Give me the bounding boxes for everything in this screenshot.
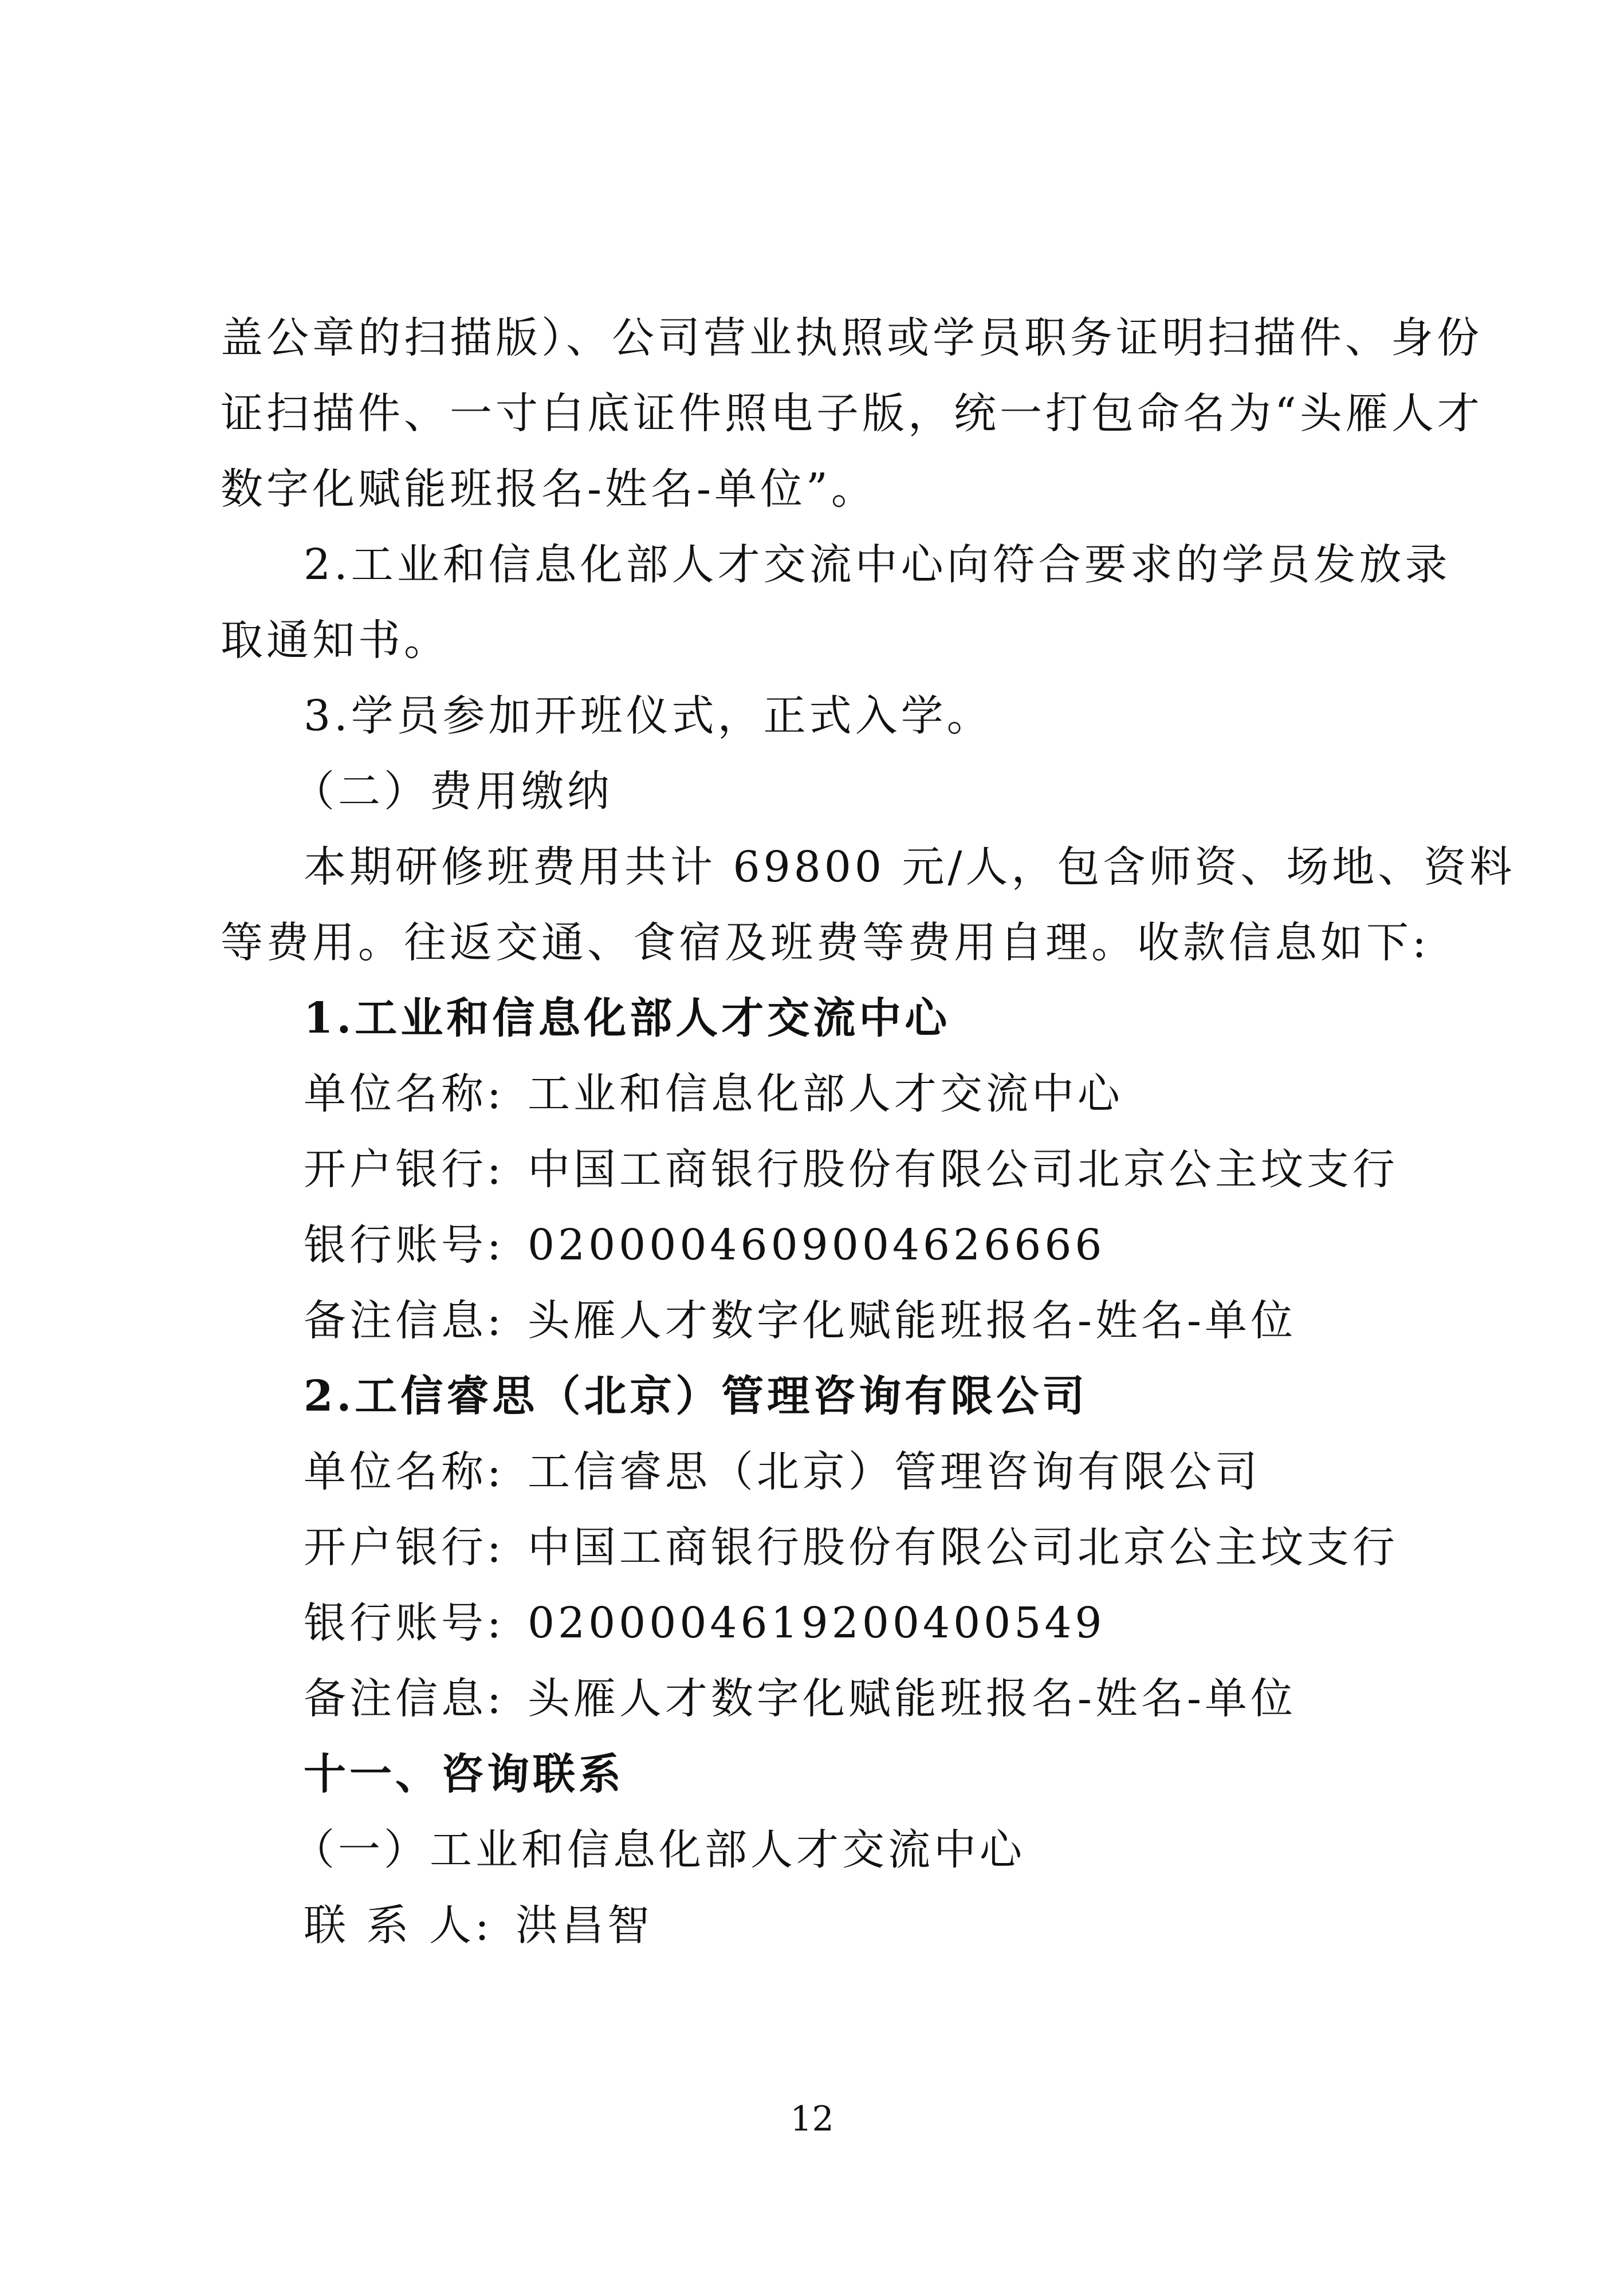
- contact-person-row: [304, 1897, 1495, 1954]
- payee2-bank-row: [304, 1519, 1495, 1576]
- bank-value: 中国工商银行股份有限公司北京公主坟支行: [527, 1523, 1398, 1572]
- account-label: 银行账号:: [304, 1598, 505, 1648]
- payee2-note-row: [304, 1670, 1495, 1727]
- payee2-heading: 2.工信睿思（北京）管理咨询有限公司: [304, 1372, 1088, 1421]
- paragraph-line: 2.工业和信息化部人才交流中心向符合要求的学员发放录: [304, 540, 1451, 589]
- unit-label: 单位名称:: [304, 1069, 505, 1119]
- unit-value: 工信睿思（北京）管理咨询有限公司: [527, 1447, 1261, 1496]
- paragraph-line: 盖公章的扫描版）、公司营业执照或学员职务证明扫描件、身份: [221, 313, 1483, 363]
- account-label: 银行账号:: [304, 1220, 505, 1270]
- note-label: 备注信息:: [304, 1674, 505, 1723]
- payee2-account-row: [304, 1594, 1495, 1652]
- bank-label: 开户银行:: [304, 1523, 505, 1572]
- payee1-unit-row: [304, 1065, 1495, 1123]
- paragraph-line: 等费用。往返交通、食宿及班费等费用自理。收款信息如下:: [221, 918, 1430, 967]
- payee2-unit-row: [304, 1443, 1495, 1501]
- unit-value: 工业和信息化部人才交流中心: [527, 1069, 1123, 1119]
- payee1-bank-row: [304, 1141, 1495, 1198]
- person-value: 洪昌智: [515, 1901, 653, 1950]
- note-value: 头雁人才数字化赋能班报名-姓名-单位: [527, 1674, 1296, 1723]
- account-value: 0200004609004626666: [527, 1220, 1106, 1270]
- note-label: 备注信息:: [304, 1296, 505, 1345]
- payee1-heading: 1.工业和信息化部人才交流中心: [304, 994, 951, 1043]
- page-number: 12: [790, 2099, 834, 2139]
- contact-heading: 十一、咨询联系: [304, 1750, 624, 1799]
- payee1-note-row: [304, 1292, 1495, 1349]
- paragraph-line: 本期研修班费用共计 69800 元/人，包含师资、场地、资料: [304, 842, 1516, 892]
- paragraph-line: 证扫描件、一寸白底证件照电子版，统一打包命名为“头雁人才: [221, 389, 1483, 438]
- account-value: 0200004619200400549: [527, 1598, 1106, 1648]
- paragraph-line: 3.学员参加开班仪式，正式入学。: [304, 691, 993, 741]
- bank-value: 中国工商银行股份有限公司北京公主坟支行: [527, 1145, 1398, 1194]
- bank-label: 开户银行:: [304, 1145, 505, 1194]
- section-heading-fee: （二）费用缴纳: [292, 767, 613, 816]
- note-value: 头雁人才数字化赋能班报名-姓名-单位: [527, 1296, 1296, 1345]
- paragraph-line: 数字化赋能班报名-姓名-单位”。: [221, 464, 877, 514]
- person-label: 联 系 人:: [304, 1901, 493, 1950]
- contact-sub-heading: （一）工业和信息化部人才交流中心: [292, 1825, 1025, 1874]
- payee1-account-row: [304, 1216, 1495, 1274]
- unit-label: 单位名称:: [304, 1447, 505, 1496]
- paragraph-line: 取通知书。: [221, 616, 450, 665]
